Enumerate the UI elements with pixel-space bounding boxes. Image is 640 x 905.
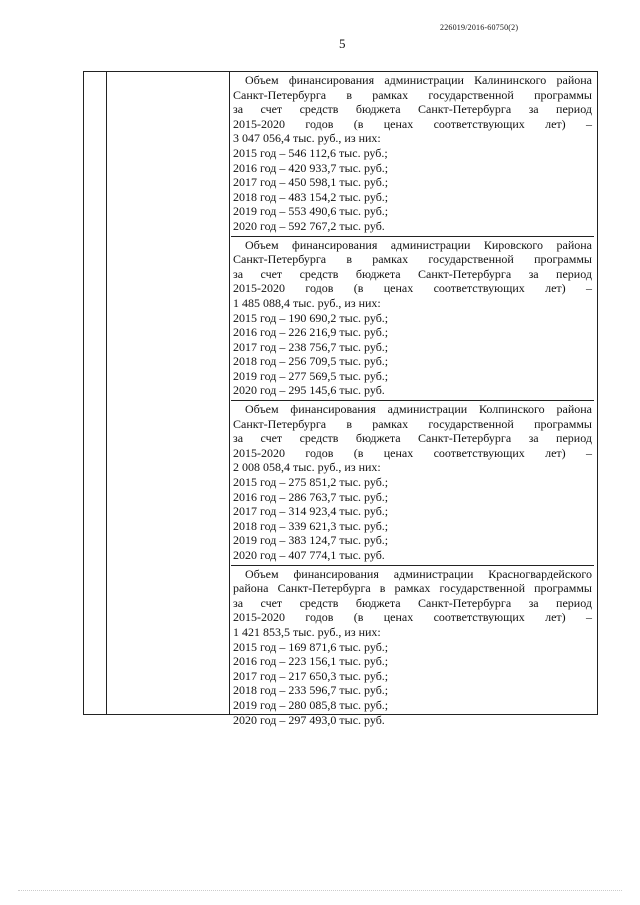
page-number: 5 [339,36,346,51]
intro-line: 2015-2020 годов (в ценах соответствующих лет) – [233,610,592,625]
year-line: 2018 год – 339 621,3 тыс. руб.; [233,518,389,533]
year-line: 2015 год – 275 851,2 тыс. руб.; [233,475,389,490]
total-line: 2 008 058,4 тыс. руб., из них: [233,460,381,475]
year-line: 2020 год – 407 774,1 тыс. руб. [233,548,385,562]
year-line: 2016 год – 223 156,1 тыс. руб.; [233,654,389,669]
year-line: 2016 год – 226 216,9 тыс. руб.; [233,325,389,340]
intro-line: 2015-2020 годов (в ценах соответствующих лет) – [233,445,592,460]
total-line: 3 047 056,4 тыс. руб., из них: [233,131,381,146]
year-line: 2020 год – 295 145,6 тыс. руб. [233,383,385,398]
year-line: 2016 год – 286 763,7 тыс. руб.; [233,489,389,504]
year-line: 2015 год – 169 871,6 тыс. руб.; [233,639,389,654]
intro-line: Санкт-Петербурга в рамках государственной программы [233,416,592,431]
column-divider [106,72,107,714]
intro-line: Объем финансирования администрации Красногвардейского [245,566,592,581]
financing-block-kirovsky [231,237,594,402]
intro-line: Объем финансирования администрации Калининского района [245,73,592,87]
year-line: 2017 год – 217 650,3 тыс. руб.; [233,668,389,683]
year-line: 2017 год – 450 598,1 тыс. руб.; [233,175,389,190]
year-line: 2020 год – 297 493,0 тыс. руб. [233,712,385,727]
financing-table [83,71,598,727]
year-line: 2019 год – 553 490,6 тыс. руб.; [233,204,389,219]
year-line: 2017 год – 314 923,4 тыс. руб.; [233,504,389,519]
intro-line: Объем финансирования администрации Колпинского района [245,402,592,417]
intro-line: 2015-2020 годов (в ценах соответствующих лет) – [233,281,592,296]
year-line: 2018 год – 233 596,7 тыс. руб.; [233,683,389,698]
total-line: 1 485 088,4 тыс. руб., из них: [233,295,381,310]
intro-line: района Санкт-Петербурга в рамках государственной программы [233,581,592,596]
intro-line: 2015-2020 годов (в ценах соответствующих лет) – [233,116,592,131]
intro-line: за счет средств бюджета Санкт-Петербурга за период [233,102,592,117]
year-line: 2019 год – 383 124,7 тыс. руб.; [233,533,389,548]
intro-line: за счет средств бюджета Санкт-Петербурга за период [233,595,592,610]
year-line: 2015 год – 190 690,2 тыс. руб.; [233,310,389,325]
intro-line: Санкт-Петербурга в рамках государственной программы [233,252,592,267]
intro-line: Объем финансирования администрации Кировского района [245,237,592,252]
financing-block-kalininsky [231,72,594,237]
financing-column [231,72,594,729]
intro-line: Санкт-Петербурга в рамках государственной программы [233,87,592,102]
column-divider [229,72,230,714]
year-line: 2020 год – 592 767,2 тыс. руб. [233,218,385,233]
year-line: 2016 год – 420 933,7 тыс. руб.; [233,160,389,175]
year-line: 2017 год – 238 756,7 тыс. руб.; [233,339,389,354]
financing-block-kolpinsky [231,401,594,566]
year-line: 2018 год – 483 154,2 тыс. руб.; [233,189,389,204]
year-line: 2015 год – 546 112,6 тыс. руб.; [233,145,388,160]
financing-block-krasnogvardeisky [231,566,594,730]
year-line: 2018 год – 256 709,5 тыс. руб.; [233,354,389,369]
intro-line: за счет средств бюджета Санкт-Петербурга за период [233,431,592,446]
scan-artifact-dots [18,888,622,891]
total-line: 1 421 853,5 тыс. руб., из них: [233,624,381,639]
intro-line: за счет средств бюджета Санкт-Петербурга за период [233,266,592,281]
year-line: 2019 год – 280 085,8 тыс. руб.; [233,697,389,712]
year-line: 2019 год – 277 569,5 тыс. руб.; [233,368,389,383]
document-code: 226019/2016-60750(2) [440,23,519,32]
